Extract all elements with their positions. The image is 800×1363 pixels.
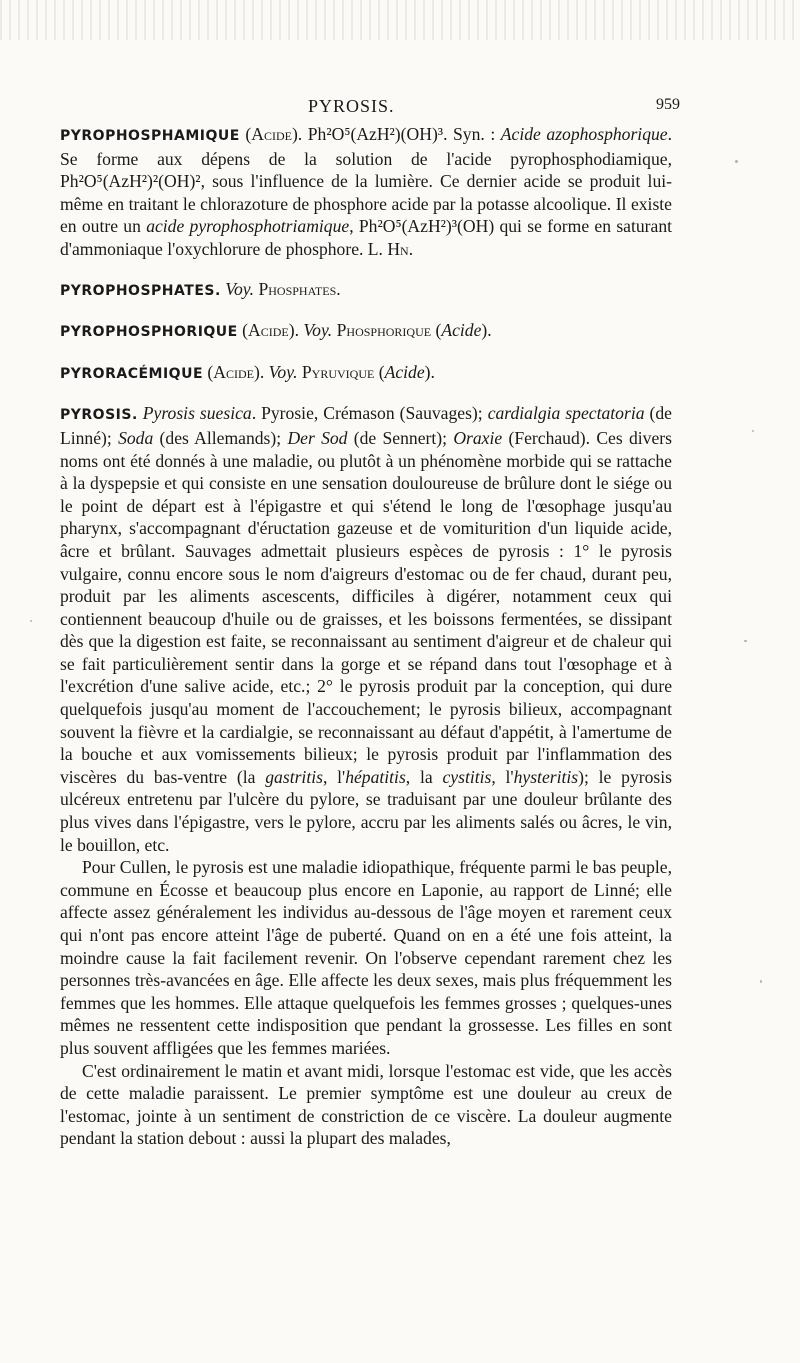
text: ( [431,320,442,341]
latin-name: cardialgia spectatoria [487,403,645,424]
entry-pyrosis [60,402,672,856]
dictionary-page [60,96,680,1150]
text: ); le pyrosis ulcéreux entretenu par l'ulcère du pylore, se traduisant par une douleur brûlante des plus vives dans l'épigastre, vers le pylore, accru par les aliments salés ou âcres, le vin, le bouillon, etc. [60,766,672,855]
headword: PYROPHOSPHATES. [60,282,221,299]
text: . Pyrosie, Crémason (Sauvages); [251,403,488,424]
cross-reference-italic: Acide [441,320,482,341]
paragraph-symptoms: C'est ordinairement le matin et avant midi, lorsque l'estomac est vide, que les accès de cette maladie paraissent. Le premier symptôme est une douleur au creux de l'estomac, jointe à un sentiment de constriction de ce viscère. La douleur augmente pendant la station debout : aussi la plupart des malades, [60,1060,672,1149]
latin-name: Pyrosis suesica [142,403,252,424]
term: acide pyrophosphotriamique [146,216,350,237]
synonym: Soda [118,427,154,448]
synonym: Oraxie [453,427,503,448]
voy: Voy. [268,361,298,382]
entry-pyroracemique [60,361,672,386]
scan-speck [30,620,32,622]
text: ( [237,320,249,341]
headword: PYRORACÉMIQUE [60,365,204,382]
text: ( [203,361,214,382]
page-number: 959 [656,96,680,113]
text: ). [253,361,269,382]
paragraph-cullen: Pour Cullen, le pyrosis est une maladie idiopathique, fréquente parmi le bas peuple, commune en Écosse et beaucoup plus encore en Laponie, au rapport de Linné; elle affecte assez généralement les individus au-dessous de l'âge moyen et rarement ceux qui n'ont pas encore atteint l'âge de puberté. Quand on en a été une fois atteint, la moindre cause la fait facilement revenir. On l'observe cependant rarement chez les personnes très-avancées en âge. Elle affecte les deux sexes, mais plus fréquemment les femmes que les hommes. Elle attaque quelquefois les femmes grosses ; quelques-unes mêmes ne ressentent cette indisposition que pendant la grossesse. Les filles en sont plus souvent affligées que les femmes mariées. [60,857,672,1058]
text: ). [481,320,492,341]
latin-term: hysteritis [513,766,579,787]
entry-pyrophosphorique [60,319,672,344]
author-initials: L. Hn. [367,238,414,259]
text: (de Linné); [60,403,672,448]
text: (de Sennert); [347,427,454,448]
latin-term: hépatitis [345,766,406,787]
text: , Ph²O⁵(AzH²)³(OH) qui se forme en saturant d'ammoniaque l'oxychlorure de phosphore. [60,216,673,259]
voy: Voy. [303,320,333,341]
text: , l' [491,766,514,787]
text: , l' [322,766,346,787]
scan-speck [760,980,762,983]
text: (des Allemands); [153,427,288,448]
voy: Voy. [225,278,255,299]
text: . Se forme aux dépens de la solution de l'acide pyrophosphodiamique, Ph²O⁵(AzH²)²(OH)², sous l'influence de la lumière. Ce dernier acide se produit lui-même en traitant le chlorazoture de phosphore acide par la potasse alcoolique. Il existe en outre un [60,124,673,237]
text: (Ferchaud). Ces divers noms ont été donnés à une maladie, ou plutôt à un phénomène morbide qui se rattache à la dyspepsie et qui consiste en une sensation douloureuse de brûlure dont le siége ou le point de départ est à l'épigastre et qui s'étend le long de l'œsophage jusqu'au pharynx, s'accompagnant d'éructation gazeuse et de vomiturition d'un liquide acide, âcre et brûlant. Sauvages admettait plusieurs espèces de pyrosis : 1° le pyrosis vulgaire, connu encore sous le nom d'aigreurs d'estomac ou de fer chaud, durant peu, produit par les aliments ascescents, difficiles à digérer, notamment ceux qui contiennent beaucoup d'huile ou de graisses, et les boissons fermentées, se dissipant dès que la digestion est faite, se reconnaissant au sentiment d'aigreur et de chaleur qui se fait particulièrement sentir dans la gorge et se répand dans tout l'œsophage et à l'excrétion d'une salive acide, etc.; 2° le pyrosis produit par la conception, qui dure quelquefois jusqu'au moment de l'accouchement; le pyrosis bilieux, accompagnant souvent la fièvre et la cardialgie, se reconnaissant au défaut d'appétit, à l'amertume de la bouche et aux vomissements bilieux; le pyrosis produit par l'inflammation des viscères du bas-ventre (la [60,427,672,787]
cross-reference-italic: Acide [384,361,425,382]
scan-edge-noise [0,0,800,40]
cross-reference: Pyruvique [301,361,375,382]
text: , la [405,766,443,787]
text: ). [424,361,435,382]
cross-reference: Phosphates. [258,278,341,299]
synonym: Der Sod [287,427,348,448]
running-head: PYROSIS. [308,96,395,116]
text-small-caps: Acide [248,320,289,341]
cross-reference: Phosphorique [336,320,432,341]
text: ). Ph²O⁵(AzH²)(OH)³. Syn. : [291,124,501,144]
headword: PYROPHOSPHAMIQUE [60,128,240,144]
headword: PYROPHOSPHORIQUE [60,324,238,341]
entry-pyrophosphamique [60,123,672,261]
scan-speck [752,430,754,432]
latin-term: cystitis [442,766,492,787]
page-header [60,96,680,120]
scan-speck [735,160,738,163]
headword: PYROSIS. [60,407,138,424]
latin-term: gastritis [265,766,323,787]
text: ( [239,124,252,144]
text-small-caps: Acide [251,124,292,144]
text: ( [374,361,385,382]
text-small-caps: Acide [213,361,254,382]
entry-pyrophosphates [60,278,672,303]
text: ). [288,320,304,341]
synonym: Acide azophosphorique [500,124,668,144]
scan-speck [744,640,747,642]
